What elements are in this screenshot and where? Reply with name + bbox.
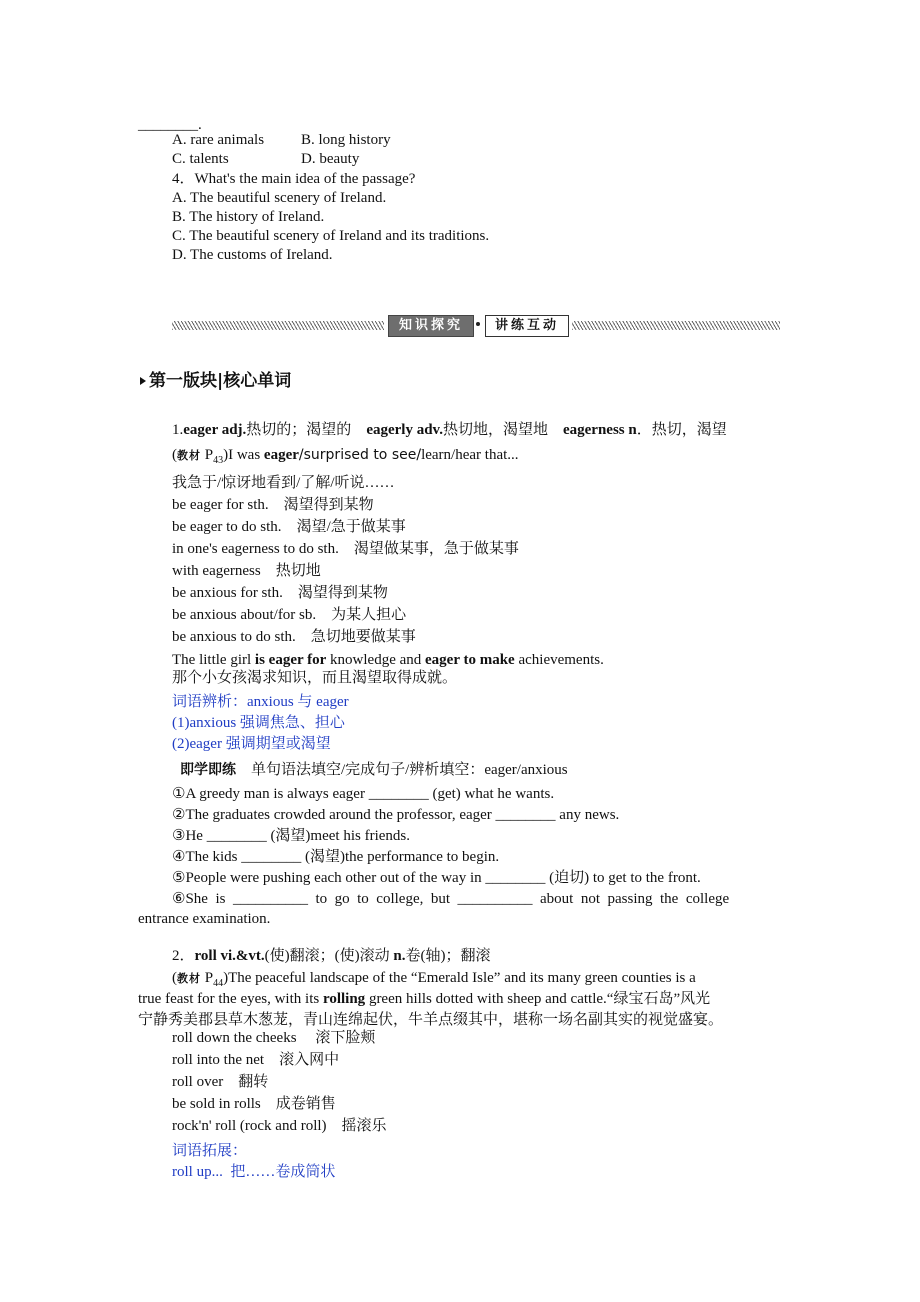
entry2-example-line3: 宁静秀美郡县草木葱茏，青山连绵起伏，牛羊点缀其中，堪称一场名副其实的视觉盛宴。 [138,1012,724,1028]
q4-option-d: D. The customs of Ireland. [172,247,333,263]
entry2-phrase: rock'n' roll (rock and roll) 摇滚乐 [172,1118,387,1134]
q4-option-a: A. The beautiful scenery of Ireland. [172,190,387,206]
banner-dot [476,322,480,326]
entry1-textbook-example: (教材 $P_{43})I$ was eager/surprised to see/learn/hear that... [172,447,519,466]
exercise-item: ②The graduates crowded around the professor, eager ________ any news. [172,807,620,823]
exercise-item: ⑥She is __________ to go to college, but __________ about not passing the college [172,891,730,907]
exercise-item: ④The kids ________ (渴望)the performance to begin. [172,849,500,865]
entry2-phrase: roll into the net 滚入网中 [172,1052,340,1068]
expand-item: roll up... 把……卷成筒状 [172,1164,336,1180]
banner-label-knowledge: 知识探究 [388,315,474,337]
entry1-phrase: be anxious about/for sb. 为某人担心 [172,607,407,623]
exercise-item-continued: entrance examination. [138,911,271,927]
entry2-phrase: be sold in rolls 成卷销售 [172,1096,336,1112]
q4-option-b: B. The history of Ireland. [172,209,325,225]
banner-hatch-left [172,321,384,330]
banner-hatch-right [572,321,780,330]
q3-option-a: A. rare animals [172,132,265,148]
exercise-item: ③He ________ (渴望)meet his friends. [172,828,410,844]
entry1-phrase: be anxious to do sth. 急切地要做某事 [172,629,416,645]
analysis-title: 词语辨析：anxious 与 eager [172,694,349,710]
entry1-phrase: be anxious for sth. 渴望得到某物 [172,585,388,601]
banner-label-practice: 讲练互动 [485,315,569,337]
answer-blank: ________. [138,117,202,133]
entry2-textbook-example: (教材 $P_{44})The$ peaceful landscape of the “Emerald Isle” and its many green counties is a [172,970,696,989]
entry1-translation: 我急于/惊讶地看到/了解/听说…… [172,475,395,491]
entry2-headword: 2．roll vi.&vt.(使)翻滚；(使)滚动 n.卷(轴)；翻滚 [172,948,491,964]
section-title: 第一版块|核心单词 [140,370,291,392]
entry2-phrase: roll down the cheeks 滚下脸颊 [172,1030,376,1046]
entry1-sentence-translation: 那个小女孩渴求知识，而且渴望取得成就。 [172,670,458,686]
triangle-bullet-icon [140,377,146,385]
entry1-headword: 1.eager adj.热切的；渴望的 eagerly adv.热切地，渴望地 eagerness n．热切，渴望 [172,422,727,438]
entry1-phrase: be eager to do sth. 渴望/急于做某事 [172,519,406,535]
expand-title: 词语拓展： [172,1143,248,1159]
entry1-phrase: with eagerness 热切地 [172,563,321,579]
q3-option-c: C. talents [172,151,229,167]
analysis-point-1: (1)anxious 强调焦急、担心 [172,715,345,731]
entry1-phrase: be eager for sth. 渴望得到某物 [172,497,374,513]
entry2-example-line2: true feast for the eyes, with its rolling green hills dotted with sheep and cattle.“绿宝石岛”风光 [138,991,711,1007]
entry2-phrase: roll over 翻转 [172,1074,269,1090]
exercise-item: ⑤People were pushing each other out of the way in ________ (迫切) to get to the front. [172,870,701,886]
q4-option-c: C. The beautiful scenery of Ireland and its traditions. [172,228,490,244]
practice-heading: 即学即练 单句语法填空/完成句子/辨析填空：eager/anxious [180,762,568,778]
q3-option-d: D. beauty [301,151,360,167]
entry1-sentence: The little girl is eager for knowledge and eager to make achievements. [172,652,604,668]
section-banner [172,313,780,337]
q4-question: 4．What's the main idea of the passage? [172,171,416,187]
analysis-point-2: (2)eager 强调期望或渴望 [172,736,331,752]
q3-option-b: B. long history [301,132,391,148]
entry1-phrase: in one's eagerness to do sth. 渴望做某事，急于做某事 [172,541,519,557]
exercise-item: ①A greedy man is always eager ________ (get) what he wants. [172,786,555,802]
